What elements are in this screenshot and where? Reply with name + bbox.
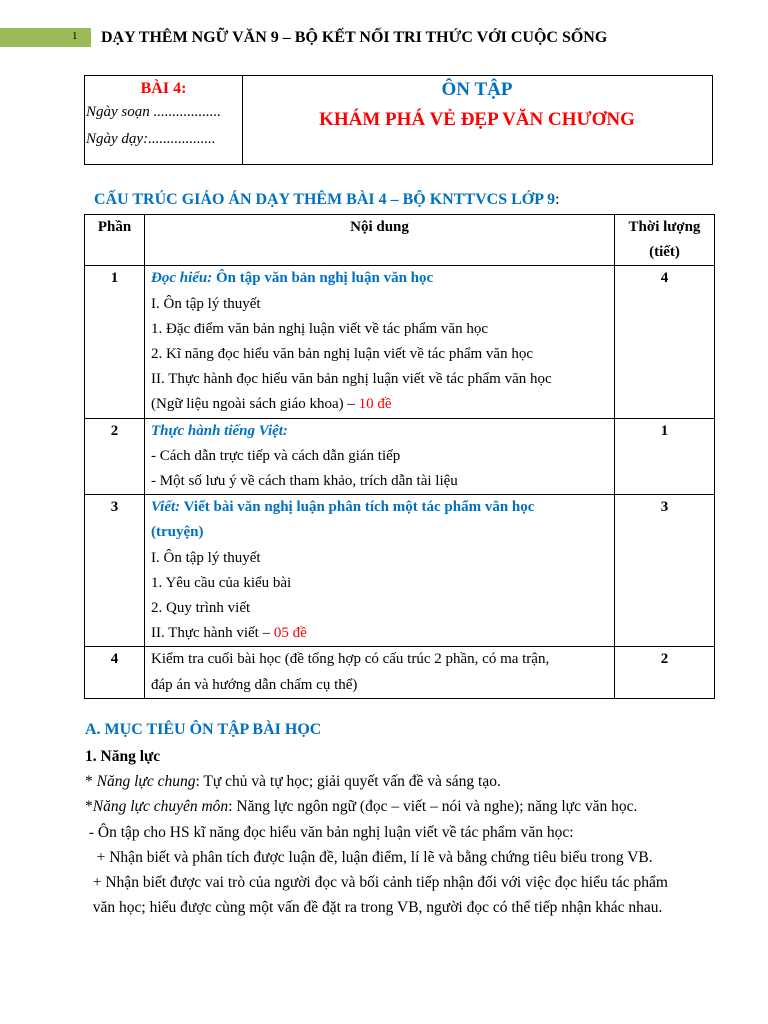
row-phan: 1 bbox=[85, 266, 145, 418]
row-phan: 4 bbox=[85, 647, 145, 698]
row-phan: 2 bbox=[85, 418, 145, 495]
row-phan: 3 bbox=[85, 495, 145, 647]
structure-title bbox=[94, 191, 560, 209]
row-line: 2. Quy trình viết bbox=[151, 600, 251, 617]
section-heading: 1. Năng lực bbox=[85, 748, 161, 765]
row-time: 4 bbox=[615, 266, 715, 418]
row-line bbox=[151, 621, 608, 646]
row-line: - Một số lưu ý về cách tham khảo, trích dẫn tài liệu bbox=[151, 473, 458, 490]
body-line: + Nhận biết và phân tích được luận đề, luận điểm, lí lẽ và bằng chứng tiêu biểu trong VB. bbox=[85, 848, 653, 866]
col-content-header: Nội dung bbox=[145, 215, 615, 266]
row-heading bbox=[151, 266, 608, 291]
structure-title-colon: : bbox=[555, 191, 560, 208]
body-line: văn học; hiểu được cùng một vấn đề đặt ra trong VB, người đọc có thể tiếp nhận khác nhau. bbox=[85, 899, 663, 917]
col-phan-header: Phần bbox=[85, 215, 145, 266]
row-line: 1. Đặc điểm văn bản nghị luận viết về tác phẩm văn học bbox=[151, 320, 488, 337]
row-content bbox=[145, 266, 615, 418]
exercise-count: 10 đề bbox=[358, 396, 392, 413]
row-heading-text: Ôn tập văn bản nghị luận văn học bbox=[212, 270, 434, 287]
row-line: - Cách dẫn trực tiếp và cách dẫn gián tiếp bbox=[151, 447, 401, 464]
row-line bbox=[151, 392, 608, 417]
row-line: Kiểm tra cuối bài học (đề tổng hợp có cấu trúc 2 phần, có ma trận, bbox=[151, 651, 550, 668]
table-row bbox=[85, 266, 715, 418]
review-label: ÔN TẬP bbox=[441, 79, 513, 100]
row-heading-label: Đọc hiểu: bbox=[151, 270, 213, 287]
lesson-meta-cell bbox=[85, 76, 243, 164]
row-heading bbox=[151, 495, 608, 520]
row-heading-text: Viết bài văn nghị luận phân tích một tác phẩm văn học bbox=[180, 499, 535, 516]
lesson-structure-table bbox=[84, 214, 715, 699]
col-time-header-line1: Thời lượng bbox=[628, 219, 701, 235]
row-line: 2. Kĩ năng đọc hiểu văn bản nghị luận viết về tác phẩm văn học bbox=[151, 346, 533, 363]
section-a-title: A. MỤC TIÊU ÔN TẬP BÀI HỌC bbox=[85, 721, 322, 738]
section-a-body bbox=[85, 744, 725, 920]
exercise-count: 05 đề bbox=[273, 625, 307, 642]
row-content bbox=[145, 418, 615, 495]
row-line: II. Thực hành đọc hiểu văn bản nghị luận viết về tác phẩm văn học bbox=[151, 371, 552, 388]
row-heading-label: Viết: bbox=[151, 499, 181, 516]
row-line: I. Ôn tập lý thuyết bbox=[151, 549, 261, 566]
col-time-header bbox=[615, 215, 715, 266]
subject-competence-text: : Năng lực ngôn ngữ (đọc – viết – nói và nghe); năng lực văn học. bbox=[228, 798, 638, 816]
row-heading-label: Thực hành tiếng Việt: bbox=[151, 422, 288, 439]
row-time: 2 bbox=[615, 647, 715, 698]
table-header-row bbox=[85, 215, 715, 266]
body-line: - Ôn tập cho HS kĩ năng đọc hiểu văn bản nghị luận viết về tác phẩm văn học: bbox=[85, 823, 574, 841]
subject-competence-label: Năng lực chuyên môn bbox=[92, 798, 229, 816]
row-line-text: (Ngữ liệu ngoài sách giáo khoa) – bbox=[151, 396, 359, 413]
prep-date: Ngày soạn .................. bbox=[86, 104, 221, 120]
table-row bbox=[85, 418, 715, 495]
row-content bbox=[145, 647, 615, 698]
bullet-prefix: * bbox=[85, 773, 97, 791]
bullet-prefix: * bbox=[85, 798, 93, 816]
lesson-info-box bbox=[84, 75, 713, 165]
row-time: 1 bbox=[615, 418, 715, 495]
table-row bbox=[85, 647, 715, 698]
structure-title-text: CẤU TRÚC GIÁO ÁN DẠY THÊM BÀI 4 – BỘ KNTTVCS LỚP 9 bbox=[94, 191, 556, 208]
row-content bbox=[145, 495, 615, 647]
lesson-number: BÀI 4: bbox=[140, 80, 187, 97]
subject-competence bbox=[85, 794, 725, 819]
row-line: đáp án và hướng dẫn chấm cụ thể) bbox=[151, 676, 358, 693]
lesson-title: KHÁM PHÁ VẺ ĐẸP VĂN CHƯƠNG bbox=[319, 109, 635, 130]
general-competence bbox=[85, 769, 725, 794]
body-line: + Nhận biết được vai trò của người đọc và bối cảnh tiếp nhận đối với việc đọc hiểu tác phẩm bbox=[85, 874, 668, 892]
row-heading-text-cont: (truyện) bbox=[151, 524, 204, 541]
row-line: I. Ôn tập lý thuyết bbox=[151, 295, 261, 312]
row-heading bbox=[151, 419, 608, 444]
page-header-title: DẠY THÊM NGỮ VĂN 9 – BỘ KẾT NỐI TRI THỨC VỚI CUỘC SỐNG bbox=[101, 29, 608, 46]
teach-date: Ngày dạy:.................. bbox=[86, 131, 216, 147]
page-number: 1 bbox=[72, 30, 78, 42]
col-time-header-line2: (tiết) bbox=[649, 244, 680, 261]
row-time: 3 bbox=[615, 495, 715, 647]
general-competence-label: Năng lực chung bbox=[96, 773, 196, 791]
table-row bbox=[85, 495, 715, 647]
general-competence-text: : Tự chủ và tự học; giải quyết vấn đề và sáng tạo. bbox=[195, 773, 501, 791]
row-line-text: II. Thực hành viết – bbox=[151, 625, 274, 642]
row-line: 1. Yêu cầu của kiểu bài bbox=[151, 574, 292, 591]
